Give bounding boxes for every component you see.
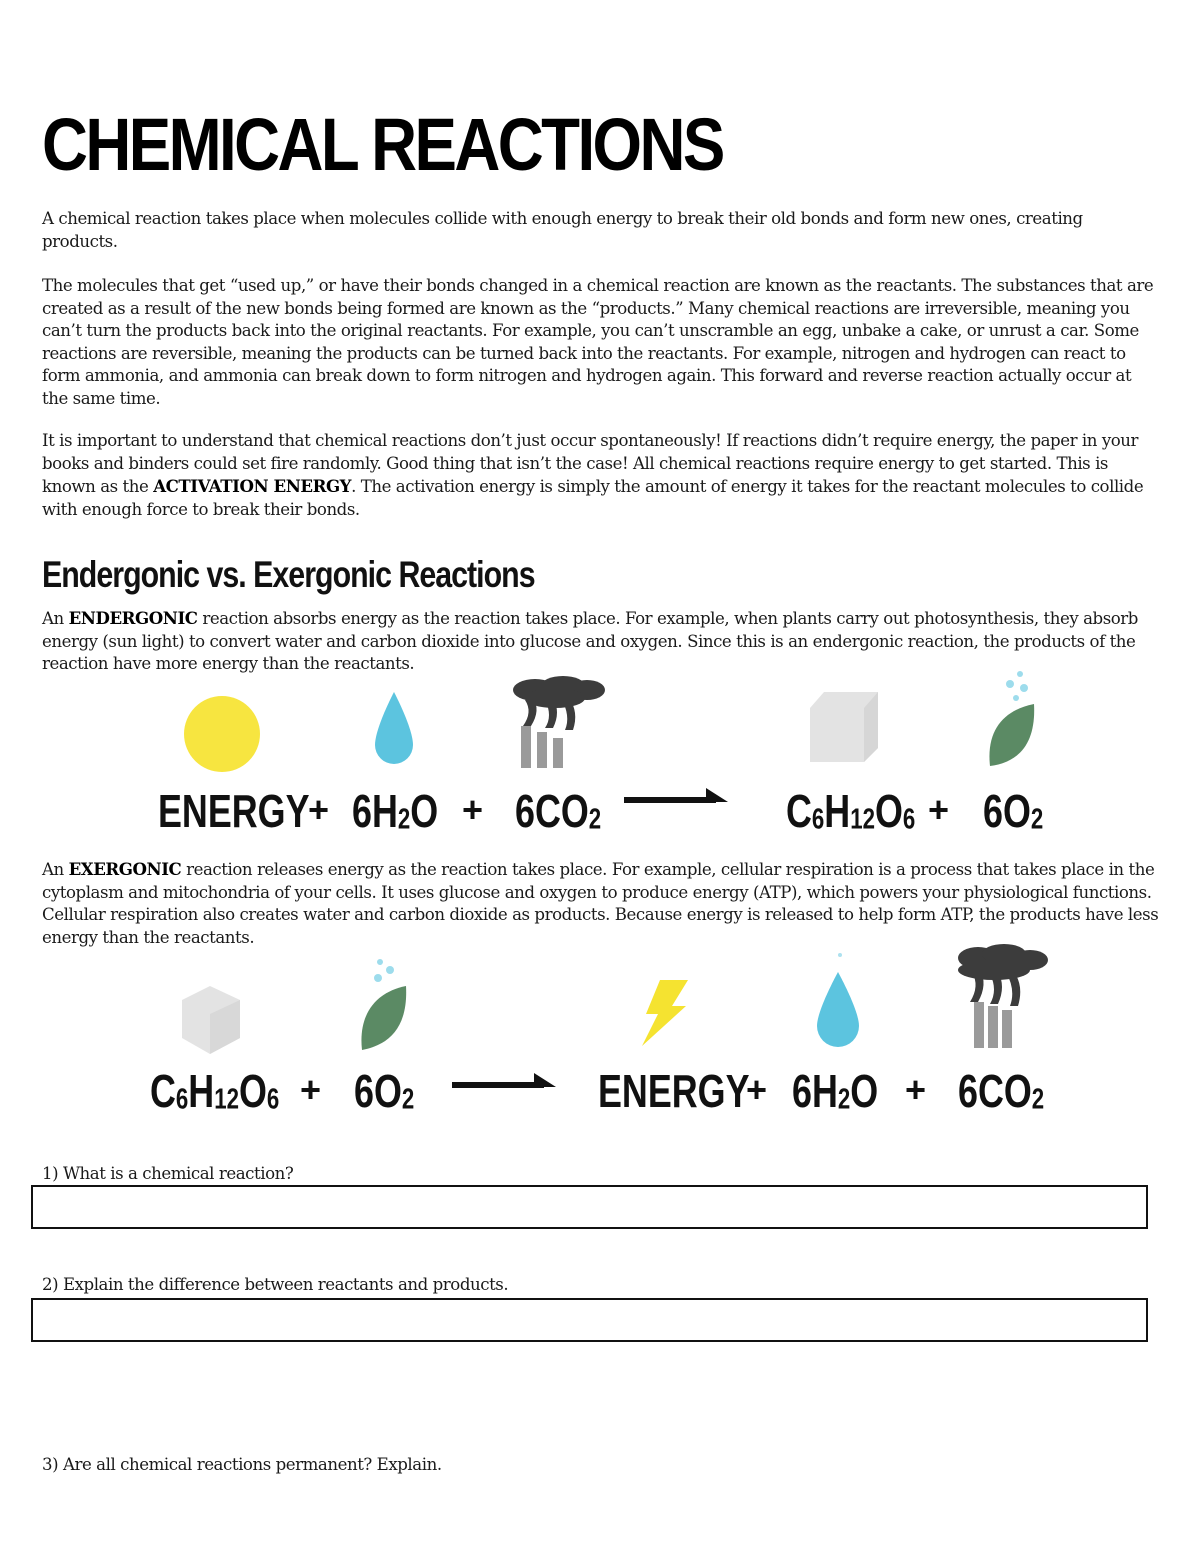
- answer-box-1[interactable]: [31, 1185, 1148, 1229]
- exergonic-paragraph: [42, 858, 1160, 949]
- endergonic-term: ENDERGONIC: [68, 608, 198, 628]
- water-formula: $6H_2O$: [352, 785, 439, 837]
- energy-label: ENERGY: [158, 785, 310, 837]
- page-title: CHEMICAL REACTIONS: [42, 103, 723, 186]
- plus-sign: +: [462, 789, 484, 830]
- reaction-arrow: [452, 1073, 556, 1097]
- water-drop-icon: [813, 952, 863, 1052]
- exergonic-text: reaction releases energy as the reaction takes place. For example, cellular respiration is a process that takes place in the cytoplasm and mitochondria of your cells. It uses glucose and oxygen to produce energy (ATP), which powers your physiological functions. Cellular respiration also creates water and carbon dioxide as products. Because energy is released to help form ATP, the products have less energy than the reactants.: [42, 860, 1159, 947]
- answer-box-2[interactable]: [31, 1298, 1148, 1342]
- co2-formula: $6CO_2$: [515, 785, 602, 837]
- energy-label: ENERGY: [598, 1065, 750, 1117]
- question-3: 3) Are all chemical reactions permanent? Explain.: [42, 1455, 442, 1474]
- glucose-formula: $C_6H_{12}O_6$: [150, 1065, 280, 1117]
- question-1: 1) What is a chemical reaction?: [42, 1164, 294, 1183]
- intro-paragraph-3: [42, 430, 1160, 521]
- endergonic-paragraph: [42, 607, 1160, 676]
- oxygen-formula: $6O_2$: [983, 785, 1044, 837]
- intro-paragraph-2: The molecules that get “used up,” or have their bonds changed in a chemical reaction are known as the reactants. The substances that are created as a result of the new bonds being formed are known as the “products.” Many chemical reactions are irreversible, meaning you can’t turn the products back into the original reactants. For example, you can’t unscramble an egg, unbake a cake, or unrust a car. Some reactions are reversible, meaning the products can be turned back into the reactants. For example, nitrogen and hydrogen can react to form ammonia, and ammonia can break down to form nitrogen and hydrogen again. This forward and reverse reaction actually occur at the same time.: [42, 276, 1154, 408]
- reaction-arrow: [624, 788, 728, 812]
- plus-sign: +: [746, 1069, 768, 1110]
- endergonic-lead: An: [42, 609, 69, 628]
- section-heading: Endergonic vs. Exergonic Reactions: [42, 554, 535, 595]
- exergonic-term: EXERGONIC: [68, 859, 182, 879]
- intro-paragraph-1: A chemical reaction takes place when molecules collide with enough energy to break their old bonds and form new ones, creating products.: [42, 209, 1083, 251]
- plus-sign: +: [905, 1069, 927, 1110]
- water-drop-icon: [373, 690, 415, 770]
- p3-text-after: . The activation energy is simply the amount of energy it takes for the reactant molecules to collide with enough force to break their bonds.: [42, 477, 1144, 519]
- sugar-cube-icon: [180, 984, 242, 1056]
- glucose-formula: $C_6H_{12}O_6$: [786, 785, 916, 837]
- endergonic-text: reaction absorbs energy as the reaction takes place. For example, when plants carry out photosynthesis, they absorb energy (sun light) to convert water and carbon dioxide into glucose and oxygen. Since this is an endergonic reaction, the products of the reaction have more energy than the reactants.: [42, 609, 1138, 673]
- factory-smoke-icon: [948, 944, 1052, 1050]
- question-2: 2) Explain the difference between reactants and products.: [42, 1275, 509, 1294]
- leaf-bubbles-icon: [984, 670, 1040, 772]
- sugar-cube-icon: [808, 690, 880, 764]
- oxygen-formula: $6O_2$: [354, 1065, 415, 1117]
- plus-sign: +: [300, 1069, 322, 1110]
- p3-text-before: It is important to understand that chemical reactions don’t just occur spontaneously! If reactions didn’t require energy, the paper in your books and binders could set fire randomly. Good thing that isn’t the case! All chemical reactions require energy to get started. This is known as the: [42, 431, 1139, 496]
- leaf-bubbles-icon: [354, 958, 412, 1054]
- factory-smoke-icon: [505, 676, 609, 770]
- exergonic-lead: An: [42, 860, 69, 879]
- water-formula: $6H_2O$: [792, 1065, 879, 1117]
- sun-icon: [182, 694, 262, 774]
- plus-sign: +: [928, 789, 950, 830]
- plus-sign: +: [308, 789, 330, 830]
- activation-energy-term: ACTIVATION ENERGY: [153, 476, 352, 496]
- co2-formula: $6CO_2$: [958, 1065, 1045, 1117]
- lightning-bolt-icon: [638, 978, 690, 1048]
